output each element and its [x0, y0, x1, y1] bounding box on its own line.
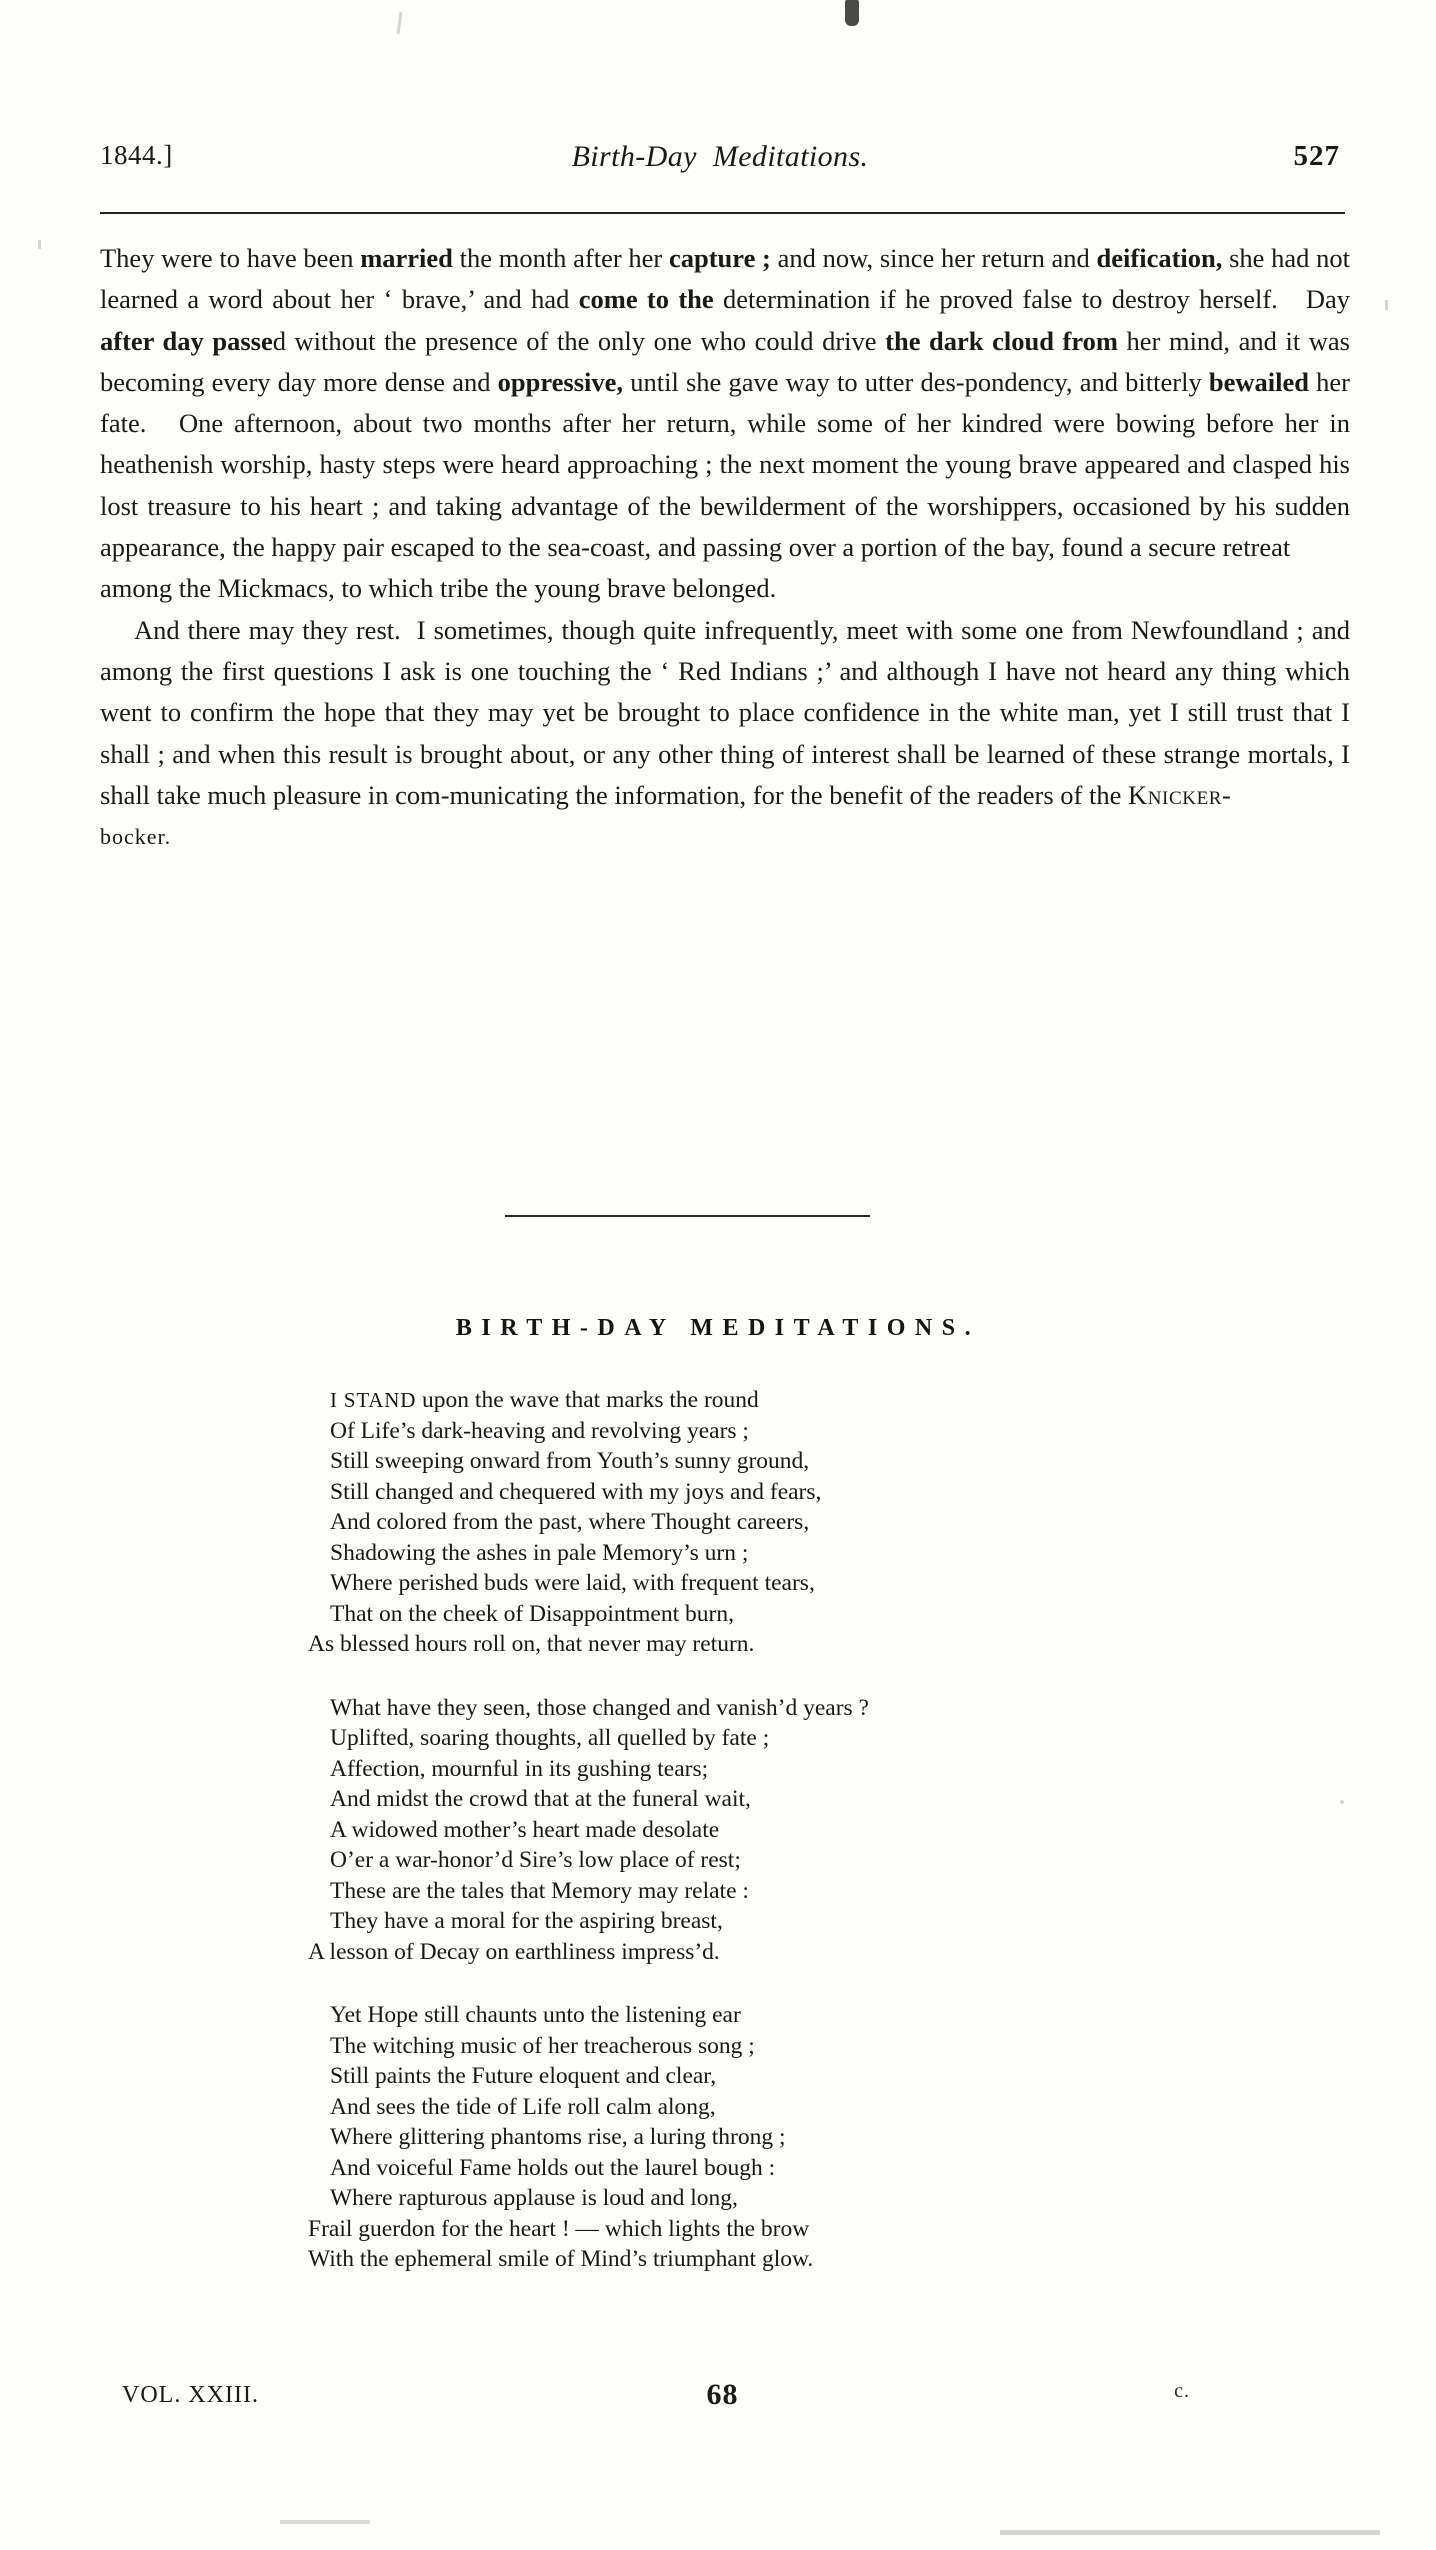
poem-line: Still paints the Future eloquent and clear,	[330, 2063, 717, 2089]
poem-title: BIRTH-DAY MEDITATIONS.	[455, 1315, 981, 1341]
poem-line: A widowed mother’s heart made desolate	[330, 1816, 720, 1843]
paragraph-1: They were to have been married the month after her capture ; and now, since her return and deification, she had not learned a word about her ‘ brave,’ and had come to the determination if he proved false to destroy herself. Day after day passed without the presence of the only one who could drive the dark cloud from her mind, and it was becoming every day more dense and oppressive, until she gave way to utter des-pondency, and bitterly bewailed her fate. One afternoon, about two months after her return, while some of her kindred were bowing before her in heathenish worship, hasty steps were heard approaching ; the next moment the young brave appeared and clasped his lost treasure to his heart ; and taking advantage of the bewilderment of the worshippers, occasioned by his sudden appearance, the happy pair escaped to the sea-coast, and passing over a portion of the bay, found a secure retreat	[100, 243, 1351, 563]
poem-line: That on the cheek of Disappointment burn,	[330, 1600, 734, 1627]
poem-line: Still changed and chequered with my joys and fears,	[330, 1478, 822, 1505]
scan-speckle-top-left	[396, 12, 402, 34]
poem-line: Affection, mournful in its gushing tears;	[330, 1755, 709, 1782]
header-year: 1844.]	[100, 140, 173, 170]
poem-line: They have a moral for the aspiring breast,	[330, 1908, 723, 1934]
poem-line: And midst the crowd that at the funeral wait,	[330, 1786, 751, 1812]
poem-line: Shadowing the ashes in pale Memory’s urn ;	[330, 1539, 749, 1566]
header-rule	[100, 212, 1345, 214]
poem-line: Of Life’s dark-heaving and revolving years ;	[330, 1417, 749, 1444]
sheet-signature-number: 68	[706, 2378, 739, 2411]
poem-line: Still sweeping onward from Youth’s sunny ground,	[330, 1448, 810, 1474]
scan-speckle-right-lower	[1340, 1800, 1344, 1804]
scan-speckle-right-margin	[1385, 300, 1388, 310]
paragraph-1-last-line: among the Mickmacs, to which tribe the young brave belonged.	[100, 573, 777, 604]
page-number: 527	[1293, 140, 1340, 172]
poem-line: Where rapturous applause is loud and long,	[330, 2185, 738, 2211]
poem-stanza	[308, 1385, 1160, 1660]
poem-stanza	[308, 2000, 1160, 2275]
scan-smudge-top-center	[845, 0, 859, 26]
scan-speckle-left-margin	[38, 240, 41, 249]
paragraph-2: And there may they rest. I sometimes, though quite infrequently, meet with some one from Newfoundland ; and among the first questions I ask is one touching the ‘ Red Indians ;’ and although I have not heard any thing which went to confirm the hope that they may yet be brought to place confidence in the white man, yet I still trust that I shall ; and when this result is brought about, or any other thing of interest shall be learned of these strange mortals, I shall take much pleasure in com-municating the information, for the benefit of the readers of the Knicker-	[100, 614, 1350, 810]
poem-line: A lesson of Decay on earthliness impress’d.	[308, 1938, 720, 1965]
poem-line: These are the tales that Memory may relate :	[330, 1877, 749, 1904]
signature-mark: c.	[1174, 2380, 1190, 2402]
poem-body	[308, 1385, 1160, 2308]
scan-smudge-bottom-right	[1000, 2530, 1380, 2535]
section-divider-rule	[505, 1215, 870, 1217]
header-title	[100, 140, 1340, 174]
knickerbocker-continuation: bocker.	[100, 824, 172, 850]
poem-line: I STAND upon the wave that marks the round	[330, 1387, 759, 1413]
poem-line: Frail guerdon for the heart ! — which lights the brow	[308, 2215, 810, 2242]
poem-line: Where glittering phantoms rise, a luring throng ;	[330, 2124, 786, 2150]
volume-label: VOL. XXIII.	[122, 2382, 259, 2408]
poem-stanza	[308, 1693, 1160, 1968]
poem-line: Where perished buds were laid, with frequent tears,	[330, 1570, 815, 1596]
page-footer	[100, 2378, 1345, 2418]
poem-line: And sees the tide of Life roll calm along,	[330, 2093, 716, 2120]
poem-line: What have they seen, those changed and vanish’d years ?	[330, 1694, 869, 1721]
poem-line: The witching music of her treacherous song ;	[330, 2032, 755, 2059]
poem-line: Uplifted, soaring thoughts, all quelled by fate ;	[330, 1725, 770, 1751]
article-body	[100, 238, 1350, 857]
poem-line: Yet Hope still chaunts unto the listening ear	[330, 2002, 741, 2028]
knickerbocker-smallcaps: Knicker-	[1128, 779, 1232, 810]
poem-line: And colored from the past, where Thought careers,	[330, 1509, 810, 1535]
running-head	[100, 140, 1340, 180]
poem-line: And voiceful Fame holds out the laurel bough :	[330, 2154, 776, 2181]
poem-line: As blessed hours roll on, that never may return.	[308, 1631, 755, 1657]
poem-line: With the ephemeral smile of Mind’s triumphant glow.	[308, 2246, 814, 2272]
header-title-part2: Meditations.	[712, 140, 869, 173]
header-title-part1: Birth-Day	[571, 140, 697, 173]
scan-smudge-bottom-left	[280, 2520, 370, 2524]
poem-line: O’er a war-honor’d Sire’s low place of rest;	[330, 1847, 741, 1873]
